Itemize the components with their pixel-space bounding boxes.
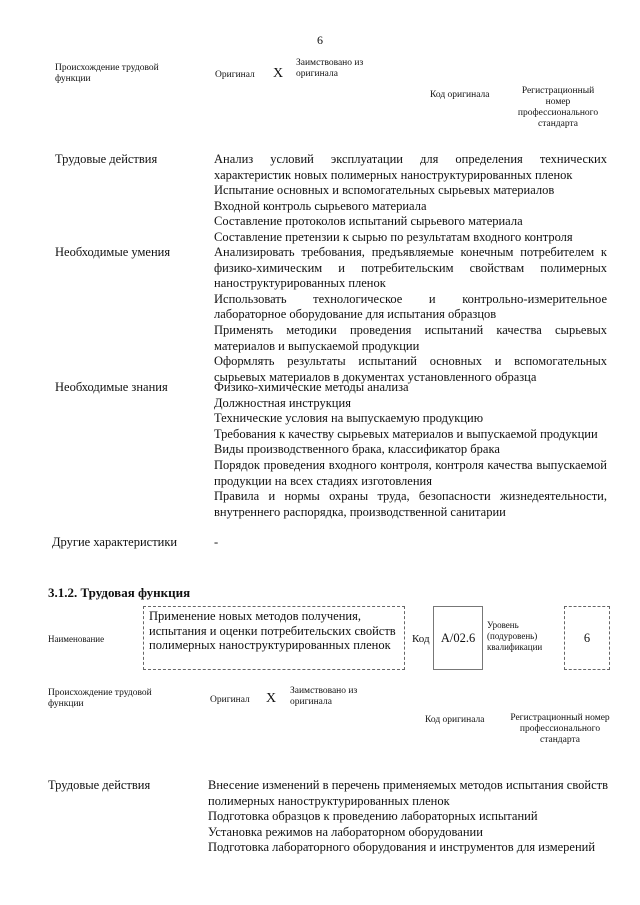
other-value: - (214, 535, 219, 549)
list-item: Технические условия на выпускаемую продукцию (214, 411, 484, 426)
borrowed-label: Заимствовано из оригинала (296, 58, 364, 79)
level-value: 6 (583, 631, 591, 645)
list-item: Составление претензии к сырью по результатам входного контроля (214, 229, 573, 244)
reg-number-label: Регистрационный номер профессионального стандарта (517, 86, 599, 129)
original-label: Оригинал (215, 70, 255, 80)
list-item: Подготовка образцов к проведению лабораторных испытаний (208, 809, 538, 824)
level-box (564, 606, 610, 670)
list-item: Виды производственного брака, классификатор брака (214, 442, 500, 457)
other-label: Другие характеристики (52, 535, 178, 549)
list-item: Внесение изменений в перечень применяемых методов испытания свойств полимерных наноструктурированных пленок (208, 778, 608, 808)
list-item: Подготовка лабораторного оборудования и инструментов для измерений (208, 840, 596, 855)
name-label: Наименование (48, 634, 105, 644)
labor-actions-list (214, 152, 607, 246)
list-item: Установка режимов на лабораторном оборудовании (208, 824, 483, 839)
code-original-label: Код оригинала (430, 90, 490, 100)
page-number: 6 (317, 33, 323, 47)
list-item: Применять методики проведения испытаний качества сырьевых материалов и выпускаемой продукции (214, 322, 607, 353)
labor-actions-label-2: Трудовые действия (48, 778, 151, 792)
list-item: Испытание основных и вспомогательных сырьевых материалов (214, 183, 555, 198)
list-item: Входной контроль сырьевого материала (214, 198, 427, 213)
skills-list (214, 245, 607, 385)
list-item: Анализировать требования, предъявляемые конечным потребителем к физико-химическим и потребительским свойствам полимерных наноструктурированных пленок (214, 245, 607, 291)
x-mark-2: X (266, 691, 277, 706)
list-item: Составление протоколов испытаний сырьевого материала (214, 214, 523, 229)
code-box (433, 606, 483, 670)
list-item: Должностная инструкция (214, 395, 351, 410)
list-item: Использовать технологическое и контрольно-измерительное лабораторное оборудование для испытания образцов (214, 291, 607, 322)
code-value: A/02.6 (440, 631, 476, 645)
list-item: Оформлять результаты испытаний основных и вспомогательных сырьевых материалов в документах установленного образца (214, 354, 607, 384)
section-heading: 3.1.2. Трудовая функция (48, 585, 191, 600)
origin-label-2: Происхождение трудовой функции (48, 688, 152, 709)
code-original-label-2: Код оригинала (425, 715, 485, 725)
list-item: Требования к качеству сырьевых материалов и выпускаемой продукции (214, 426, 598, 441)
x-mark: X (273, 66, 284, 81)
knowledge-list (214, 380, 607, 520)
list-item: Анализ условий эксплуатации для определения технических характеристик новых полимерных наноструктурированных пленок (214, 152, 607, 182)
original-label-2: Оригинал (210, 695, 250, 705)
code-label: Код (412, 633, 430, 645)
function-name: Применение новых методов получения, испытания и оценки потребительских свойств полимерных наноструктурированных пленок (149, 609, 396, 652)
knowledge-label: Необходимые знания (55, 380, 168, 394)
list-item: Правила и нормы охраны труда, безопасности жизнедеятельности, внутреннего распорядка, производственной санитарии (214, 489, 607, 519)
borrowed-label-2: Заимствовано из оригинала (290, 686, 358, 707)
level-label: Уровень (подуровень) квалификации (487, 620, 543, 652)
skills-label: Необходимые умения (55, 245, 171, 259)
list-item: Физико-химические методы анализа (214, 380, 409, 394)
list-item: Порядок проведения входного контроля, контроля качества выпускаемой продукции на всех стадиях изготовления (214, 457, 607, 488)
labor-actions-list-2 (208, 778, 608, 856)
reg-number-label-2: Регистрационный номер профессионального стандарта (510, 713, 610, 745)
function-name-box (143, 606, 405, 670)
origin-label: Происхождение трудовой функции (55, 63, 159, 84)
labor-actions-label: Трудовые действия (55, 152, 158, 166)
